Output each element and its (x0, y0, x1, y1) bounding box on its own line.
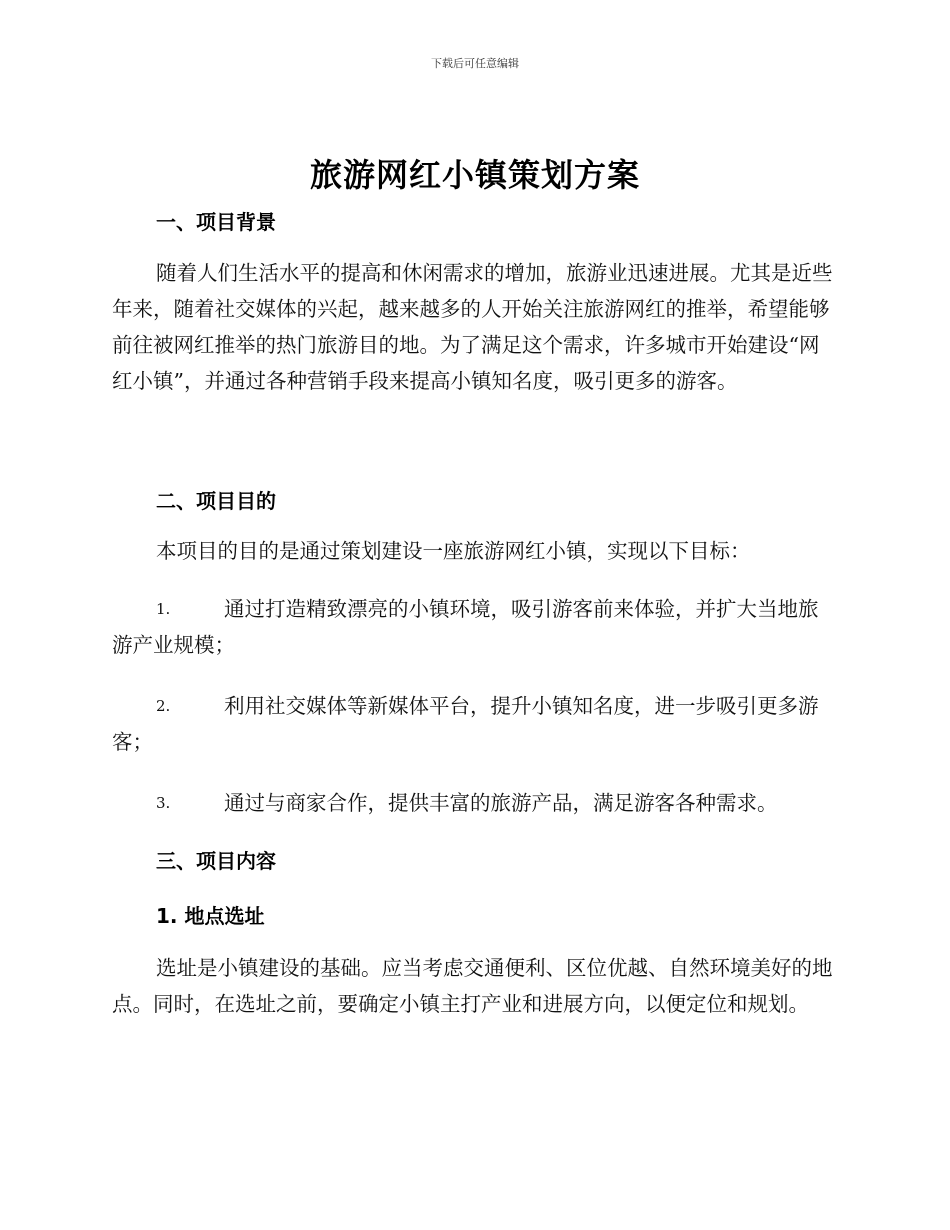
list-item-text: 利用社交媒体等新媒体平台，提升小镇知名度，进一步吸引更多游客； (112, 694, 819, 754)
header-note: 下载后可任意编辑 (431, 57, 519, 70)
list-item (112, 688, 834, 760)
list-item-number: 2. (156, 697, 171, 715)
subsection-heading-site-selection: 1. 地点选址 (156, 904, 265, 928)
list-item (112, 591, 834, 663)
paragraph-purpose-intro: 本项目的目的是通过策划建设一座旅游网红小镇，实现以下目标： (156, 539, 751, 563)
section-heading-background: 一、项目背景 (156, 210, 276, 234)
list-item-text: 通过与商家合作，提供丰富的旅游产品，满足游客各种需求。 (224, 791, 778, 815)
paragraph-background: 随着人们生活水平的提高和休闲需求的增加，旅游业迅速进展。尤其是近些年来，随着社交媒体的兴起，越来越多的人开始关注旅游网红的推举，希望能够前往被网红推举的热门旅游目的地。为了满足这个需求，许多城市开始建设“网红小镇”，并通过各种营销手段来提高小镇知名度，吸引更多的游客。 (112, 261, 833, 393)
paragraph-site-selection: 选址是小镇建设的基础。应当考虑交通便利、区位优越、自然环境美好的地点。同时，在选址之前，要确定小镇主打产业和进展方向，以便定位和规划。 (112, 956, 833, 1016)
section-heading-content: 三、项目内容 (156, 849, 276, 873)
list-item (112, 785, 834, 821)
list-item-text: 通过打造精致漂亮的小镇环境，吸引游客前来体验，并扩大当地旅游产业规模； (112, 597, 819, 657)
list-item-number: 3. (156, 794, 171, 812)
page-title: 旅游网红小镇策划方案 (309, 156, 640, 194)
section-heading-purpose: 二、项目目的 (156, 489, 276, 513)
list-item-number: 1. (156, 600, 171, 618)
